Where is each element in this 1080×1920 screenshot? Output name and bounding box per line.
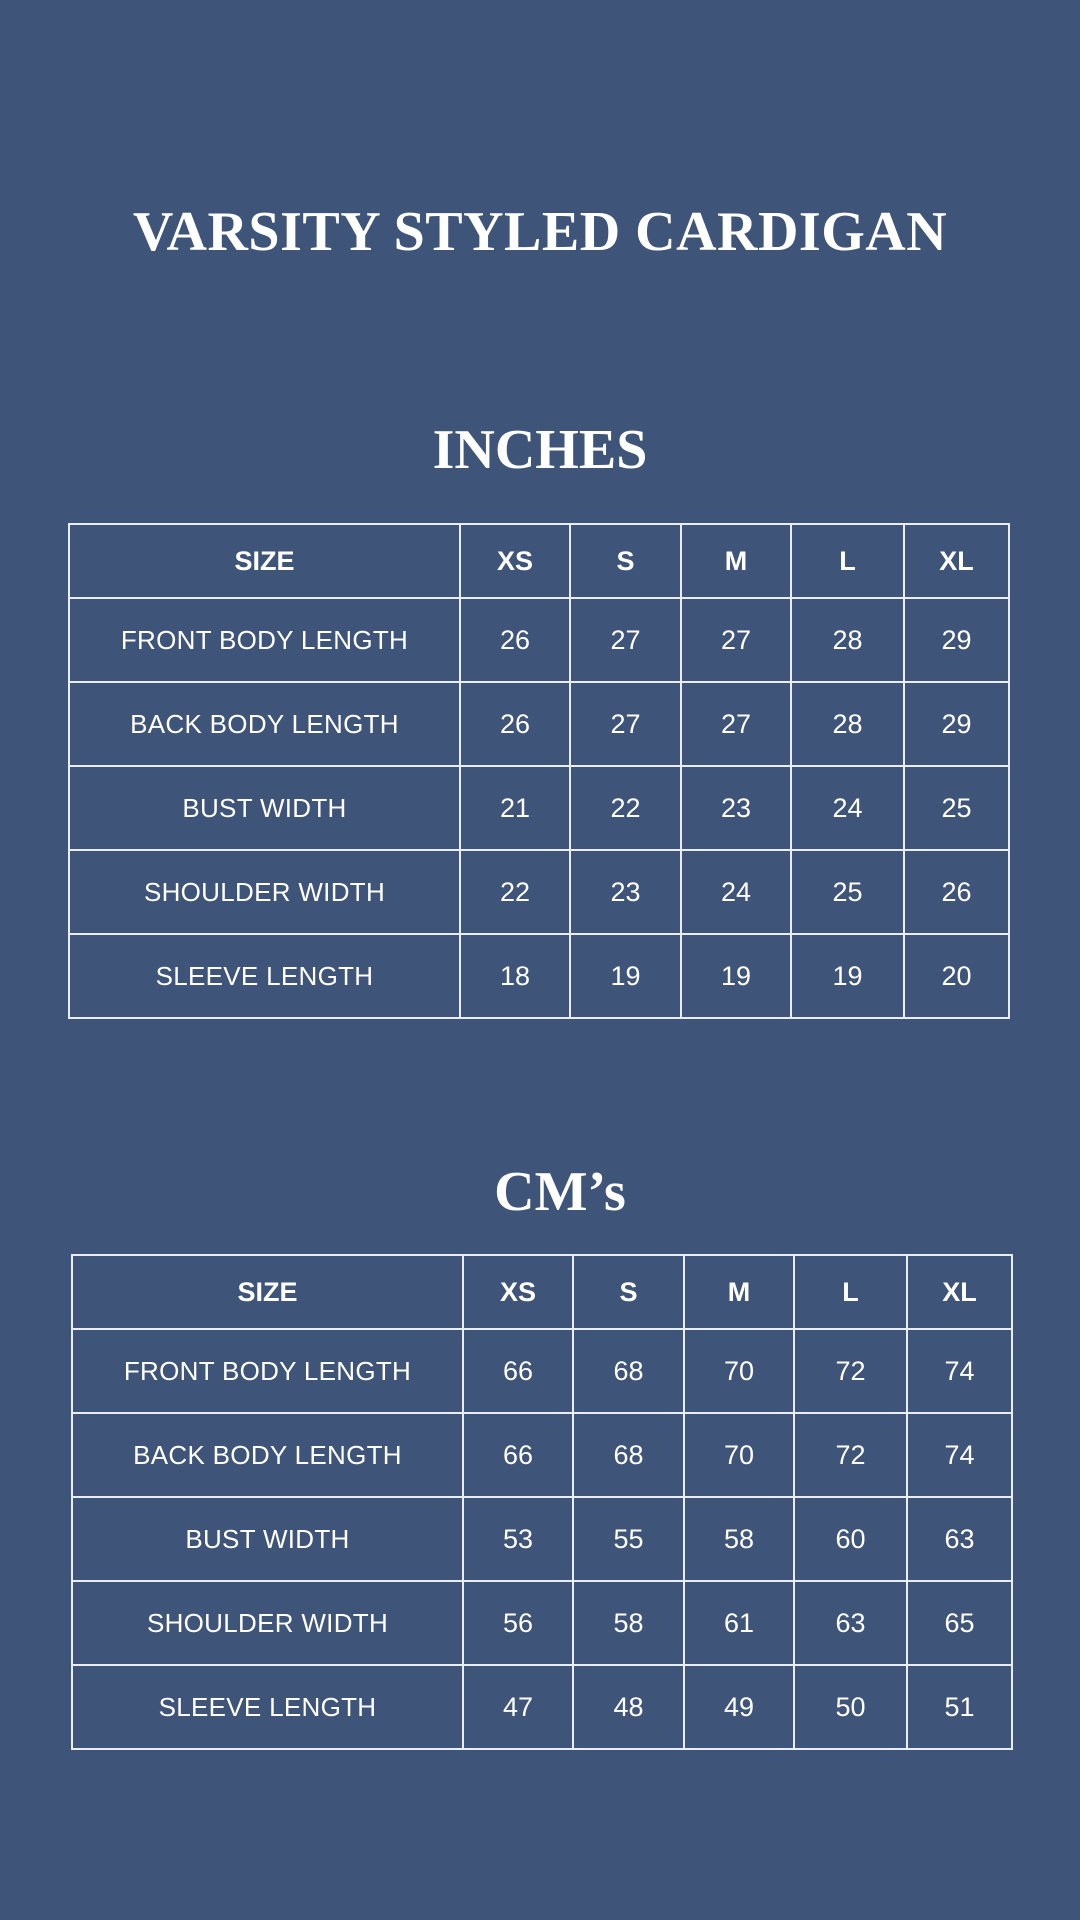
cell-value: 28 [791, 682, 904, 766]
cms-size-table [71, 1254, 1013, 1750]
cell-value: 49 [684, 1665, 794, 1749]
row-label: SHOULDER WIDTH [69, 850, 460, 934]
header-m: M [684, 1255, 794, 1329]
cell-value: 58 [573, 1581, 684, 1665]
cell-value: 19 [681, 934, 791, 1018]
cell-value: 63 [794, 1581, 907, 1665]
cell-value: 60 [794, 1497, 907, 1581]
cell-value: 23 [681, 766, 791, 850]
header-xs: XS [460, 524, 570, 598]
cell-value: 25 [791, 850, 904, 934]
cell-value: 53 [463, 1497, 573, 1581]
cell-value: 70 [684, 1329, 794, 1413]
table-row [69, 934, 1009, 1018]
table-row [72, 1413, 1012, 1497]
cell-value: 65 [907, 1581, 1012, 1665]
cell-value: 29 [904, 598, 1009, 682]
table-row [72, 1497, 1012, 1581]
header-l: L [791, 524, 904, 598]
row-label: BUST WIDTH [72, 1497, 463, 1581]
cell-value: 19 [570, 934, 681, 1018]
row-label: BACK BODY LENGTH [69, 682, 460, 766]
cms-heading: CM’s [494, 1161, 626, 1223]
cell-value: 56 [463, 1581, 573, 1665]
row-label: FRONT BODY LENGTH [72, 1329, 463, 1413]
cell-value: 74 [907, 1329, 1012, 1413]
header-s: S [570, 524, 681, 598]
table-row [72, 1329, 1012, 1413]
cell-value: 47 [463, 1665, 573, 1749]
cell-value: 48 [573, 1665, 684, 1749]
cell-value: 66 [463, 1329, 573, 1413]
row-label: BACK BODY LENGTH [72, 1413, 463, 1497]
header-xl: XL [904, 524, 1009, 598]
table-row [69, 766, 1009, 850]
cell-value: 26 [460, 682, 570, 766]
header-xl: XL [907, 1255, 1012, 1329]
cell-value: 28 [791, 598, 904, 682]
table-row [72, 1581, 1012, 1665]
cell-value: 68 [573, 1413, 684, 1497]
table-header-row [69, 524, 1009, 598]
cell-value: 26 [460, 598, 570, 682]
cell-value: 24 [681, 850, 791, 934]
cell-value: 66 [463, 1413, 573, 1497]
cell-value: 26 [904, 850, 1009, 934]
cell-value: 29 [904, 682, 1009, 766]
cell-value: 61 [684, 1581, 794, 1665]
cell-value: 27 [681, 598, 791, 682]
row-label: FRONT BODY LENGTH [69, 598, 460, 682]
header-l: L [794, 1255, 907, 1329]
row-label: SLEEVE LENGTH [72, 1665, 463, 1749]
table-row [72, 1665, 1012, 1749]
cell-value: 72 [794, 1329, 907, 1413]
header-s: S [573, 1255, 684, 1329]
inches-size-table [68, 523, 1010, 1019]
row-label: SHOULDER WIDTH [72, 1581, 463, 1665]
cell-value: 55 [573, 1497, 684, 1581]
cell-value: 74 [907, 1413, 1012, 1497]
cell-value: 63 [907, 1497, 1012, 1581]
cell-value: 22 [460, 850, 570, 934]
cell-value: 19 [791, 934, 904, 1018]
header-size: SIZE [72, 1255, 463, 1329]
table-row [69, 850, 1009, 934]
header-m: M [681, 524, 791, 598]
table-header-row [72, 1255, 1012, 1329]
cell-value: 58 [684, 1497, 794, 1581]
cell-value: 27 [570, 682, 681, 766]
header-xs: XS [463, 1255, 573, 1329]
cell-value: 70 [684, 1413, 794, 1497]
cell-value: 20 [904, 934, 1009, 1018]
cell-value: 27 [570, 598, 681, 682]
cell-value: 21 [460, 766, 570, 850]
cell-value: 27 [681, 682, 791, 766]
page-title: VARSITY STYLED CARDIGAN [132, 201, 948, 263]
cell-value: 24 [791, 766, 904, 850]
cell-value: 72 [794, 1413, 907, 1497]
header-size: SIZE [69, 524, 460, 598]
cell-value: 68 [573, 1329, 684, 1413]
cell-value: 50 [794, 1665, 907, 1749]
cell-value: 25 [904, 766, 1009, 850]
table-row [69, 682, 1009, 766]
cell-value: 23 [570, 850, 681, 934]
cell-value: 18 [460, 934, 570, 1018]
cell-value: 51 [907, 1665, 1012, 1749]
cell-value: 22 [570, 766, 681, 850]
row-label: BUST WIDTH [69, 766, 460, 850]
table-row [69, 598, 1009, 682]
inches-heading: INCHES [432, 419, 648, 481]
row-label: SLEEVE LENGTH [69, 934, 460, 1018]
